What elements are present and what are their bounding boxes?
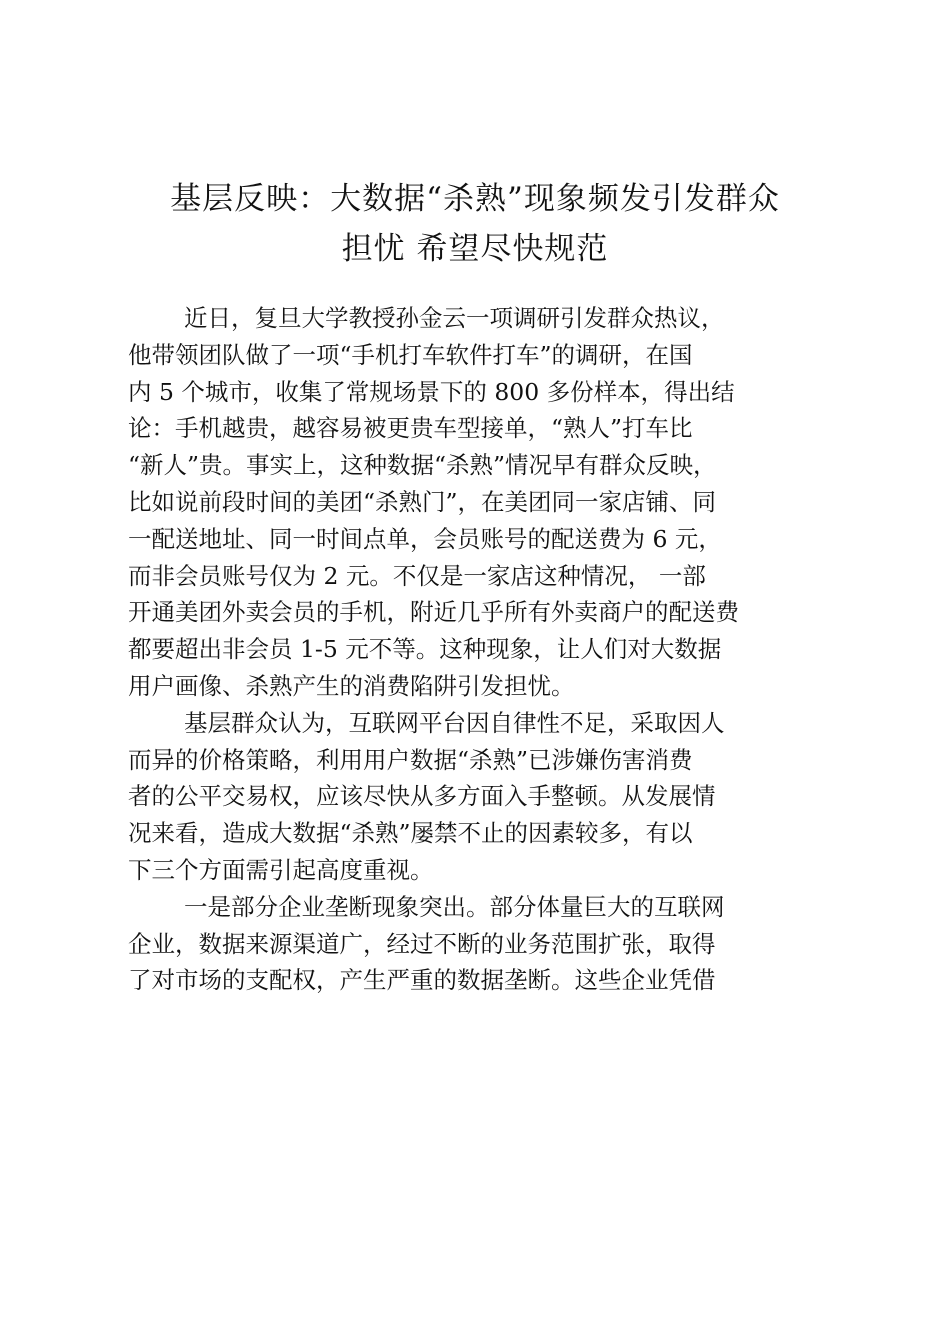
- text-line: 内 5 个城市，收集了常规场景下的 800 多份样本，得出结: [128, 377, 735, 406]
- text-line: 一是部分企业垄断现象突出。部分体量巨大的互联网: [184, 892, 725, 921]
- text-line: 而异的价格策略，利用用户数据“杀熟”已涉嫌伤害消费: [128, 745, 693, 774]
- text-line: 近日，复旦大学教授孙金云一项调研引发群众热议，: [184, 304, 725, 332]
- text-line: 都要超出非会员 1-5 元不等。这种现象，让人们对大数据: [128, 635, 722, 664]
- document-title: [100, 174, 850, 274]
- text-line: 用户画像、杀熟产生的消费陷阱引发担忧。: [128, 671, 575, 700]
- text-line: 开通美团外卖会员的手机，附近几乎所有外卖商户的配送费: [128, 598, 739, 627]
- paragraph-2: [128, 705, 848, 889]
- text-line: 况来看，造成大数据“杀熟”屡禁不止的因素较多，有以: [128, 819, 693, 848]
- text-line: 下三个方面需引起高度重视。: [128, 855, 434, 884]
- text-line: 比如说前段时间的美团“杀熟门”，在美团同一家店铺、同: [128, 487, 717, 516]
- paragraph-1: [128, 300, 848, 705]
- text-line: 者的公平交易权，应该尽快从多方面入手整顿。从发展情: [128, 782, 716, 811]
- text-line: 他带领团队做了一项“手机打车软件打车”的调研，在国: [128, 340, 693, 369]
- text-line: 企业，数据来源渠道广，经过不断的业务范围扩张，取得: [128, 929, 716, 958]
- text-line: 了对市场的支配权，产生严重的数据垄断。这些企业凭借: [128, 966, 716, 995]
- text-line: “新人”贵。事实上，这种数据“杀熟”情况早有群众反映，: [128, 451, 717, 480]
- paragraph-3: [128, 889, 848, 999]
- text-line: 而非会员账号仅为 2 元。不仅是一家店这种情况， 一部: [128, 561, 706, 590]
- title-line-2: 担忧 希望尽快规范: [341, 231, 609, 267]
- text-line: 一配送地址、同一时间点单，会员账号的配送费为 6 元，: [128, 524, 722, 553]
- title-line-1: 基层反映：大数据“杀熟”现象频发引发群众: [170, 181, 780, 217]
- text-line: 基层群众认为，互联网平台因自律性不足，采取因人: [184, 708, 725, 737]
- document-body: [128, 300, 848, 999]
- text-line: 论：手机越贵，越容易被更贵车型接单，“熟人”打车比: [128, 414, 693, 443]
